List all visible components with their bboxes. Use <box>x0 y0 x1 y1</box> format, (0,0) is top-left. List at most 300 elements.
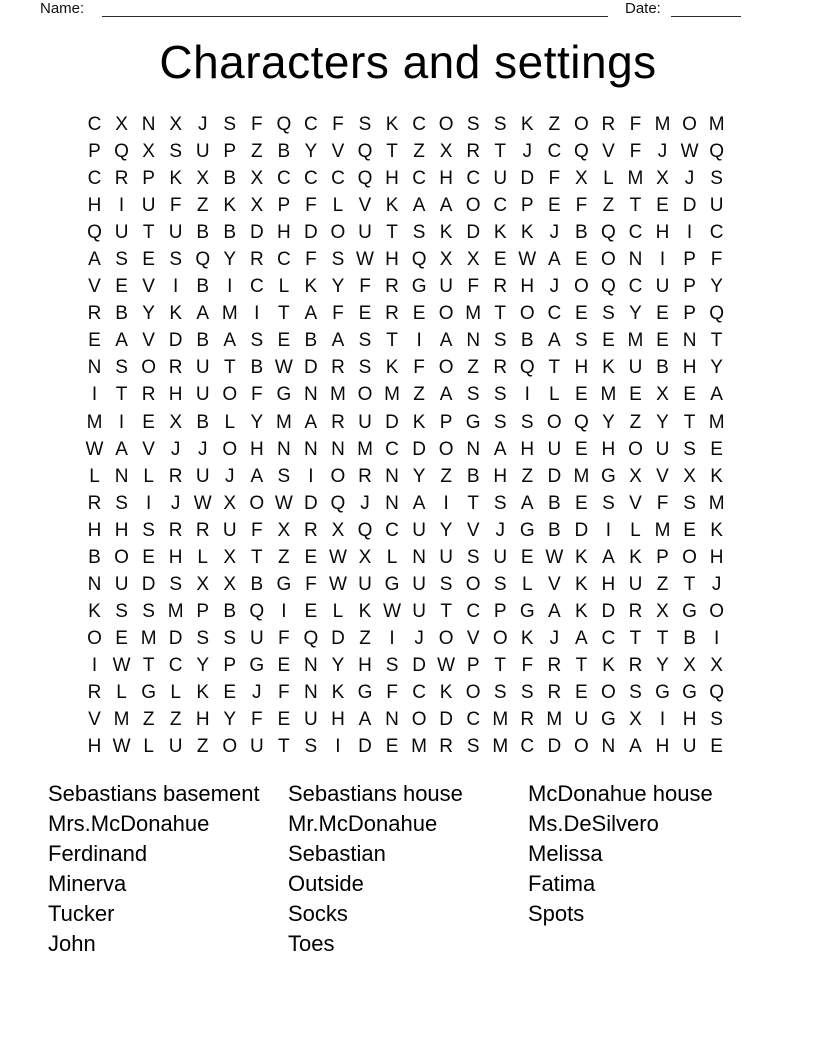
grid-letter-r19-c7: Q <box>249 600 265 622</box>
grid-letter-r20-c6: S <box>223 627 237 649</box>
grid-letter-r11-c14: A <box>439 384 453 406</box>
grid-letter-r5-c15: D <box>466 222 481 244</box>
grid-letter-r2-c9: Y <box>304 141 318 163</box>
grid-letter-r7-c20: Q <box>601 276 616 298</box>
grid-letter-r1-c8: Q <box>276 114 292 136</box>
grid-letter-r12-c2: I <box>118 411 125 433</box>
grid-letter-r10-c6: T <box>223 357 236 379</box>
grid-letter-r6-c15: X <box>466 249 480 271</box>
grid-letter-r17-c9: E <box>304 546 318 568</box>
grid-letter-r7-c22: U <box>655 276 670 298</box>
grid-letter-r24-c3: L <box>143 736 154 758</box>
grid-letter-r23-c13: O <box>411 709 427 731</box>
grid-letter-r3-c3: P <box>142 168 155 190</box>
grid-letter-r1-c2: X <box>115 114 128 136</box>
grid-letter-r6-c6: Y <box>223 249 237 271</box>
grid-letter-r13-c19: E <box>575 438 588 460</box>
grid-letter-r22-c12: F <box>386 682 398 703</box>
grid-letter-r24-c16: M <box>492 736 509 758</box>
grid-letter-r7-c2: E <box>115 276 128 298</box>
grid-letter-r24-c18: D <box>547 736 562 758</box>
grid-letter-r23-c6: Y <box>223 709 237 731</box>
grid-letter-r17-c4: H <box>168 546 183 568</box>
grid-letter-r24-c1: H <box>87 736 102 758</box>
grid-letter-r1-c3: N <box>141 114 156 136</box>
grid-letter-r12-c8: M <box>275 411 292 433</box>
grid-letter-r8-c4: K <box>169 303 182 325</box>
grid-letter-r18-c20: H <box>601 573 616 595</box>
grid-letter-r2-c8: B <box>277 141 291 163</box>
grid-letter-r7-c9: K <box>304 276 318 298</box>
grid-letter-r2-c13: Z <box>413 141 425 163</box>
grid-letter-r3-c19: X <box>575 168 588 190</box>
grid-letter-r2-c11: Q <box>357 141 373 163</box>
grid-letter-r12-c15: G <box>465 411 481 433</box>
grid-letter-r3-c13: C <box>412 168 426 190</box>
grid-letter-r4-c23: D <box>682 195 697 217</box>
word-item: Ferdinand <box>48 841 148 866</box>
grid-letter-r5-c4: U <box>168 222 183 244</box>
grid-letter-r11-c18: L <box>549 384 560 406</box>
grid-letter-r2-c23: W <box>680 141 699 163</box>
grid-letter-r16-c5: R <box>195 519 210 541</box>
grid-letter-r12-c19: Q <box>573 411 589 433</box>
grid-letter-r9-c23: N <box>682 330 697 352</box>
grid-letter-r5-c10: O <box>330 222 346 244</box>
grid-letter-r7-c13: G <box>411 276 427 298</box>
grid-letter-r20-c16: O <box>492 627 508 649</box>
grid-letter-r19-c2: S <box>115 600 128 622</box>
grid-letter-r16-c19: D <box>574 519 589 541</box>
grid-letter-r6-c17: W <box>518 249 537 271</box>
grid-letter-r3-c18: F <box>548 168 561 190</box>
grid-letter-r14-c20: G <box>601 465 616 487</box>
grid-letter-r10-c14: O <box>438 357 454 379</box>
grid-letter-r6-c5: Q <box>195 249 211 271</box>
word-item: Melissa <box>528 841 603 866</box>
grid-letter-r18-c23: T <box>683 573 696 595</box>
grid-letter-r8-c6: M <box>221 303 238 325</box>
word-item: Fatima <box>528 871 596 896</box>
grid-letter-r21-c4: C <box>168 654 183 676</box>
grid-letter-r4-c24: U <box>709 195 724 217</box>
grid-letter-r3-c23: J <box>684 168 695 190</box>
grid-letter-r14-c11: R <box>358 465 372 487</box>
grid-letter-r13-c21: O <box>628 438 643 460</box>
grid-letter-r2-c12: T <box>386 141 398 163</box>
grid-letter-r9-c24: T <box>710 330 723 352</box>
grid-letter-r9-c15: N <box>466 330 481 352</box>
grid-letter-r9-c19: S <box>575 330 588 352</box>
grid-letter-r4-c16: C <box>493 195 508 217</box>
grid-letter-r15-c19: E <box>575 492 588 514</box>
grid-letter-r23-c16: M <box>492 709 509 731</box>
grid-letter-r6-c12: H <box>385 249 399 271</box>
grid-letter-r7-c23: P <box>683 276 696 298</box>
grid-letter-r15-c22: F <box>656 492 669 514</box>
grid-letter-r19-c15: C <box>466 600 481 622</box>
grid-letter-r10-c10: R <box>331 357 345 379</box>
grid-letter-r20-c8: F <box>278 627 290 649</box>
grid-letter-r24-c10: I <box>335 736 341 758</box>
grid-letter-r5-c12: T <box>386 222 398 244</box>
grid-letter-r2-c16: T <box>494 141 507 163</box>
grid-letter-r12-c18: O <box>546 411 562 433</box>
grid-letter-r2-c14: X <box>439 141 453 163</box>
grid-letter-r3-c20: L <box>603 168 614 190</box>
grid-letter-r16-c21: L <box>630 519 641 541</box>
grid-letter-r18-c5: X <box>196 573 210 595</box>
grid-letter-r10-c11: S <box>358 357 372 379</box>
grid-letter-r7-c4: I <box>173 276 179 298</box>
grid-letter-r10-c1: N <box>87 357 102 379</box>
grid-letter-r17-c12: L <box>386 546 398 568</box>
grid-letter-r18-c8: G <box>276 573 292 595</box>
grid-letter-r24-c13: M <box>411 736 427 758</box>
grid-letter-r14-c15: B <box>466 465 480 487</box>
grid-letter-r3-c11: Q <box>357 168 373 190</box>
grid-letter-r14-c18: D <box>547 465 562 487</box>
grid-letter-r13-c4: J <box>170 438 181 460</box>
grid-letter-r17-c7: T <box>251 546 263 568</box>
grid-letter-r20-c4: D <box>168 627 183 649</box>
grid-letter-r10-c21: U <box>628 357 643 379</box>
grid-letter-r2-c18: C <box>547 141 562 163</box>
grid-letter-r16-c2: H <box>114 519 129 541</box>
grid-letter-r22-c18: R <box>547 682 562 703</box>
grid-letter-r23-c1: V <box>88 709 101 731</box>
grid-letter-r17-c20: A <box>602 546 615 568</box>
grid-letter-r16-c4: R <box>168 519 183 541</box>
grid-letter-r2-c4: S <box>169 141 182 163</box>
grid-letter-r11-c8: G <box>276 384 292 406</box>
grid-letter-r15-c2: S <box>115 492 128 514</box>
word-list-column-3 <box>528 779 713 929</box>
grid-letter-r9-c3: V <box>142 330 155 352</box>
date-blank-line <box>671 0 741 17</box>
grid-letter-r11-c7: F <box>251 384 263 406</box>
grid-letter-r12-c12: D <box>385 411 399 433</box>
grid-letter-r5-c16: K <box>493 222 507 244</box>
grid-letter-r9-c18: A <box>547 330 561 352</box>
grid-letter-r22-c8: F <box>278 682 290 703</box>
grid-letter-r19-c8: I <box>281 600 287 622</box>
grid-letter-r15-c10: Q <box>330 492 346 514</box>
grid-letter-r1-c5: J <box>197 114 208 136</box>
grid-letter-r17-c14: U <box>439 546 453 568</box>
grid-letter-r15-c13: A <box>412 492 426 514</box>
grid-letter-r18-c6: X <box>223 573 237 595</box>
grid-letter-r9-c7: S <box>250 330 264 352</box>
grid-letter-r6-c24: F <box>710 249 723 271</box>
grid-letter-r21-c6: P <box>223 654 237 676</box>
grid-letter-r7-c18: J <box>549 276 560 298</box>
grid-letter-r18-c11: U <box>358 573 372 595</box>
grid-letter-r5-c18: J <box>549 222 560 244</box>
grid-letter-r16-c3: S <box>142 519 155 541</box>
grid-letter-r15-c11: J <box>360 492 370 514</box>
grid-letter-r14-c23: X <box>683 465 696 487</box>
grid-letter-r8-c1: R <box>87 303 102 325</box>
grid-letter-r12-c11: U <box>358 411 372 433</box>
grid-letter-r16-c22: M <box>654 519 671 541</box>
grid-letter-r11-c2: T <box>115 384 128 406</box>
grid-letter-r22-c9: N <box>304 682 318 703</box>
grid-letter-r12-c13: K <box>412 411 426 433</box>
grid-letter-r10-c19: H <box>574 357 589 379</box>
grid-letter-r1-c17: K <box>520 114 534 136</box>
grid-letter-r10-c18: T <box>548 357 561 379</box>
grid-letter-r19-c10: L <box>332 600 344 622</box>
grid-letter-r21-c3: T <box>142 654 155 676</box>
grid-letter-r23-c24: S <box>710 709 723 731</box>
grid-letter-r13-c6: O <box>222 438 238 460</box>
grid-letter-r23-c3: Z <box>142 709 155 731</box>
grid-letter-r8-c19: E <box>575 303 588 325</box>
grid-letter-r16-c16: J <box>495 519 505 541</box>
grid-letter-r16-c14: Y <box>439 519 453 541</box>
grid-letter-r20-c9: Q <box>303 627 319 649</box>
grid-letter-r13-c14: O <box>438 438 454 460</box>
grid-letter-r19-c20: D <box>601 600 616 622</box>
grid-letter-r6-c18: A <box>547 249 561 271</box>
grid-letter-r11-c3: R <box>141 384 156 406</box>
grid-letter-r16-c18: B <box>547 519 561 541</box>
grid-letter-r14-c21: X <box>629 465 642 487</box>
grid-letter-r5-c19: B <box>575 222 588 244</box>
grid-letter-r20-c19: A <box>575 627 588 649</box>
grid-letter-r13-c16: A <box>493 438 507 460</box>
grid-letter-r23-c10: H <box>331 709 345 731</box>
grid-letter-r10-c23: H <box>682 357 697 379</box>
grid-letter-r1-c11: S <box>358 114 372 136</box>
grid-letter-r10-c12: K <box>385 357 399 379</box>
grid-letter-r13-c17: H <box>520 438 535 460</box>
grid-letter-r17-c10: W <box>328 546 347 568</box>
grid-letter-r18-c3: D <box>141 573 156 595</box>
grid-letter-r18-c2: U <box>114 573 129 595</box>
grid-letter-r15-c21: V <box>629 492 642 514</box>
grid-letter-r6-c13: Q <box>411 249 427 271</box>
grid-letter-r23-c11: A <box>358 709 372 731</box>
grid-letter-r21-c16: T <box>494 654 507 676</box>
grid-letter-r10-c3: O <box>141 357 156 379</box>
grid-letter-r6-c9: F <box>305 249 317 271</box>
grid-letter-r20-c17: K <box>520 627 534 649</box>
grid-letter-r17-c13: N <box>412 546 426 568</box>
grid-letter-r14-c24: K <box>710 465 723 487</box>
grid-letter-r3-c22: X <box>656 168 669 190</box>
grid-letter-r23-c23: H <box>682 709 697 731</box>
grid-letter-r4-c14: A <box>439 195 453 217</box>
grid-letter-r20-c2: E <box>115 627 128 649</box>
grid-letter-r6-c21: N <box>628 249 643 271</box>
grid-letter-r23-c20: G <box>601 709 616 731</box>
grid-letter-r4-c13: A <box>412 195 426 217</box>
grid-letter-r7-c8: L <box>278 276 290 298</box>
word-item: John <box>48 931 96 956</box>
grid-letter-r11-c9: N <box>304 384 318 406</box>
grid-letter-r23-c19: U <box>574 709 589 731</box>
grid-letter-r18-c19: K <box>575 573 588 595</box>
grid-letter-r5-c13: S <box>412 222 426 244</box>
grid-letter-r8-c15: M <box>465 303 482 325</box>
grid-letter-r6-c22: I <box>659 249 666 271</box>
grid-letter-r19-c14: T <box>440 600 452 622</box>
grid-letter-r6-c19: E <box>575 249 588 271</box>
grid-letter-r22-c14: K <box>439 682 453 703</box>
grid-letter-r18-c22: Z <box>656 573 669 595</box>
grid-letter-r14-c10: O <box>330 465 346 487</box>
grid-letter-r1-c22: M <box>654 114 671 136</box>
grid-letter-r19-c12: W <box>383 600 401 622</box>
grid-letter-r13-c1: W <box>85 438 104 460</box>
grid-letter-r24-c24: E <box>710 736 723 758</box>
grid-letter-r12-c23: T <box>683 411 696 433</box>
grid-letter-r19-c5: P <box>196 600 210 622</box>
grid-letter-r12-c14: P <box>439 411 453 433</box>
grid-letter-r8-c9: A <box>304 303 318 325</box>
grid-letter-r1-c7: F <box>251 114 263 136</box>
grid-letter-r24-c23: U <box>682 736 697 758</box>
grid-letter-r11-c21: E <box>629 384 642 406</box>
grid-letter-r24-c12: E <box>385 736 399 758</box>
grid-letter-r8-c5: A <box>196 303 210 325</box>
grid-letter-r23-c14: D <box>439 709 453 731</box>
grid-letter-r14-c8: S <box>277 465 291 487</box>
grid-letter-r16-c23: E <box>683 519 696 541</box>
grid-letter-r7-c5: B <box>196 276 210 298</box>
grid-letter-r22-c3: G <box>141 682 156 703</box>
grid-letter-r16-c24: K <box>710 519 723 541</box>
grid-letter-r17-c17: E <box>520 546 534 568</box>
grid-letter-r11-c23: E <box>683 384 696 406</box>
grid-letter-r10-c13: F <box>413 357 425 379</box>
grid-letter-r7-c15: F <box>467 276 479 298</box>
grid-letter-r10-c4: R <box>168 357 183 379</box>
grid-letter-r1-c6: S <box>223 114 237 136</box>
grid-letter-r14-c14: Z <box>440 465 452 487</box>
grid-letter-r6-c20: O <box>601 249 616 271</box>
grid-letter-r20-c10: D <box>331 627 345 649</box>
grid-letter-r7-c7: C <box>249 276 264 298</box>
grid-letter-r23-c18: M <box>546 709 563 731</box>
grid-letter-r14-c2: N <box>114 465 129 487</box>
grid-letter-r11-c16: S <box>493 384 507 406</box>
grid-letter-r19-c1: K <box>88 600 101 622</box>
grid-letter-r13-c3: V <box>142 438 155 460</box>
grid-letter-r12-c1: M <box>86 411 103 433</box>
grid-letter-r15-c23: S <box>683 492 696 514</box>
word-item: Toes <box>288 931 335 956</box>
grid-letter-r20-c3: M <box>140 627 157 649</box>
grid-letter-r14-c9: I <box>308 465 314 487</box>
grid-letter-r13-c7: H <box>249 438 264 460</box>
grid-letter-r2-c2: Q <box>114 141 129 163</box>
grid-letter-r11-c17: I <box>524 384 530 406</box>
grid-letter-r18-c9: F <box>305 573 317 595</box>
grid-letter-r15-c20: S <box>602 492 615 514</box>
grid-letter-r18-c12: G <box>384 573 400 595</box>
grid-letter-r17-c1: B <box>88 546 101 568</box>
grid-letter-r2-c24: Q <box>709 141 724 163</box>
grid-letter-r12-c3: E <box>142 411 155 433</box>
grid-letter-r18-c15: O <box>465 573 481 595</box>
grid-letter-r6-c16: E <box>493 249 507 271</box>
grid-letter-r22-c6: E <box>223 682 237 703</box>
grid-letter-r23-c9: U <box>304 709 318 731</box>
grid-letter-r3-c12: H <box>385 168 399 190</box>
grid-letter-r15-c16: S <box>493 492 507 514</box>
grid-letter-r2-c1: P <box>88 141 101 163</box>
grid-letter-r9-c22: E <box>656 330 669 352</box>
grid-letter-r22-c7: J <box>252 682 262 703</box>
grid-letter-r11-c5: U <box>195 384 210 406</box>
grid-letter-r15-c7: O <box>249 492 265 514</box>
grid-letter-r19-c18: A <box>547 600 561 622</box>
grid-letter-r20-c20: C <box>601 627 616 649</box>
grid-letter-r4-c11: V <box>358 195 372 217</box>
grid-letter-r19-c9: E <box>304 600 318 622</box>
grid-letter-r2-c19: Q <box>573 141 589 163</box>
grid-letter-r6-c23: P <box>683 249 696 271</box>
grid-letter-r20-c12: I <box>389 627 395 649</box>
grid-letter-r9-c12: T <box>386 330 398 352</box>
grid-letter-r5-c9: D <box>304 222 318 244</box>
grid-letter-r1-c18: Z <box>548 114 561 136</box>
grid-letter-r20-c18: J <box>549 627 560 649</box>
grid-letter-r7-c24: Y <box>710 276 723 298</box>
grid-letter-r9-c5: B <box>196 330 210 352</box>
grid-letter-r17-c8: Z <box>278 546 290 568</box>
grid-letter-r20-c5: S <box>196 627 210 649</box>
grid-letter-r9-c17: B <box>520 330 534 352</box>
grid-letter-r8-c3: Y <box>142 303 155 325</box>
grid-letter-r10-c17: Q <box>519 357 535 379</box>
grid-letter-r8-c17: O <box>519 303 535 325</box>
grid-letter-r13-c9: N <box>304 438 318 460</box>
grid-letter-r1-c23: O <box>682 114 697 136</box>
grid-letter-r2-c10: V <box>331 141 345 163</box>
grid-letter-r16-c10: X <box>331 519 345 541</box>
grid-letter-r21-c18: R <box>547 654 562 676</box>
grid-letter-r9-c8: E <box>277 330 291 352</box>
grid-letter-r13-c12: C <box>385 438 399 460</box>
grid-letter-r11-c22: X <box>656 384 669 406</box>
grid-letter-r18-c10: W <box>328 573 347 595</box>
grid-letter-r15-c9: D <box>304 492 318 514</box>
grid-letter-r13-c24: E <box>710 438 723 460</box>
grid-letter-r3-c21: M <box>627 168 644 190</box>
grid-letter-r3-c16: U <box>493 168 508 190</box>
grid-letter-r18-c17: L <box>521 573 533 595</box>
grid-letter-r21-c12: S <box>385 654 399 676</box>
grid-letter-r7-c11: F <box>359 276 371 298</box>
grid-letter-r12-c6: L <box>224 411 236 433</box>
grid-letter-r14-c7: A <box>250 465 264 487</box>
grid-letter-r13-c20: H <box>601 438 616 460</box>
grid-letter-r24-c19: O <box>573 736 589 758</box>
grid-letter-r16-c13: U <box>412 519 426 541</box>
grid-letter-r3-c5: X <box>196 168 210 190</box>
grid-letter-r22-c21: S <box>629 682 642 703</box>
grid-letter-r7-c14: U <box>439 276 453 298</box>
grid-letter-r5-c24: C <box>709 222 724 244</box>
grid-letter-r4-c9: F <box>305 195 317 217</box>
grid-letter-r17-c5: L <box>197 546 208 568</box>
grid-letter-r12-c4: X <box>169 411 182 433</box>
grid-letter-r21-c14: W <box>437 654 456 676</box>
